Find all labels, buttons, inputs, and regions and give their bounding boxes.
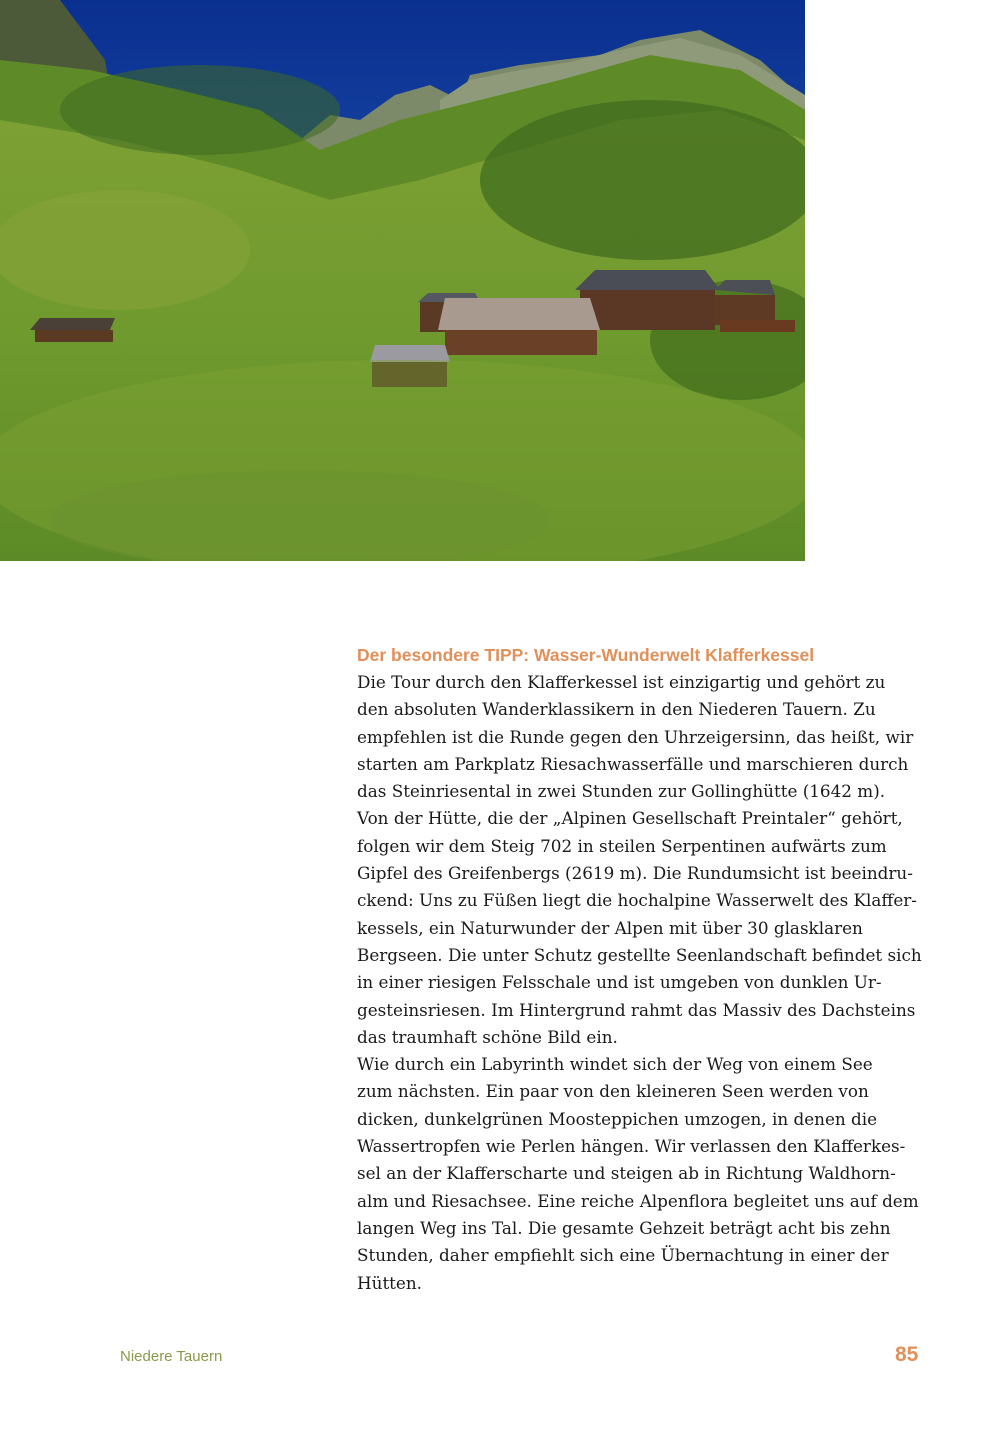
text-line: sel an der Klafferscharte und steigen ab in Richtung Waldhorn- [357, 1163, 896, 1184]
text-line: Von der Hütte, die der „Alpinen Gesellschaft Preintaler“ gehört, [357, 808, 903, 829]
text-line: Wassertropfen wie Perlen hängen. Wir verlassen den Klafferkes- [357, 1136, 906, 1157]
text-line: Hütten. [357, 1272, 423, 1293]
footer-section-name: Niedere Tauern [120, 1348, 223, 1365]
tip-paragraph-2 [357, 1051, 957, 1297]
tip-paragraph-1 [357, 669, 957, 1051]
text-line: Stunden, daher empfiehlt sich eine Übernachtung in einer der [357, 1245, 889, 1266]
landscape-photo [0, 0, 805, 561]
text-line: das Steinriesental in zwei Stunden zur Gollinghütte (1642 m). [357, 781, 886, 802]
page-number: 85 [895, 1343, 919, 1366]
text-line: Bergseen. Die unter Schutz gestellte Seenlandschaft befindet sich [357, 944, 922, 965]
text-line: langen Weg ins Tal. Die gesamte Gehzeit beträgt acht bis zehn [357, 1217, 891, 1238]
text-line: empfehlen ist die Runde gegen den Uhrzeigersinn, das heißt, wir [357, 726, 914, 747]
text-line: zum nächsten. Ein paar von den kleineren Seen werden von [357, 1081, 869, 1102]
text-line: ckend: Uns zu Füßen liegt die hochalpine Wasserwelt des Klaffer- [357, 890, 917, 911]
text-line: den absoluten Wanderklassikern in den Niederen Tauern. Zu [357, 699, 876, 720]
text-line: folgen wir dem Steig 702 in steilen Serpentinen aufwärts zum [357, 835, 887, 856]
tip-box [357, 642, 957, 1297]
text-line: alm und Riesachsee. Eine reiche Alpenflora begleitet uns auf dem [357, 1190, 919, 1211]
text-line: dicken, dunkelgrünen Moosteppichen umzogen, in denen die [357, 1108, 878, 1129]
text-line: Gipfel des Greifenbergs (2619 m). Die Rundumsicht ist beeindru- [357, 863, 913, 884]
text-line: gesteinsriesen. Im Hintergrund rahmt das Massiv des Dachsteins [357, 999, 916, 1020]
tip-heading: Der besondere TIPP: Wasser-Wunderwelt Klafferkessel [357, 645, 815, 665]
text-line: starten am Parkplatz Riesachwasserfälle und marschieren durch [357, 753, 909, 774]
text-line: das traumhaft schöne Bild ein. [357, 1026, 618, 1047]
text-line: Wie durch ein Labyrinth windet sich der Weg von einem See [357, 1054, 873, 1075]
text-line: Die Tour durch den Klafferkessel ist einzigartig und gehört zu [357, 672, 886, 692]
text-line: in einer riesigen Felsschale und ist umgeben von dunklen Ur- [357, 972, 882, 993]
text-line: kessels, ein Naturwunder der Alpen mit über 30 glasklaren [357, 917, 863, 938]
